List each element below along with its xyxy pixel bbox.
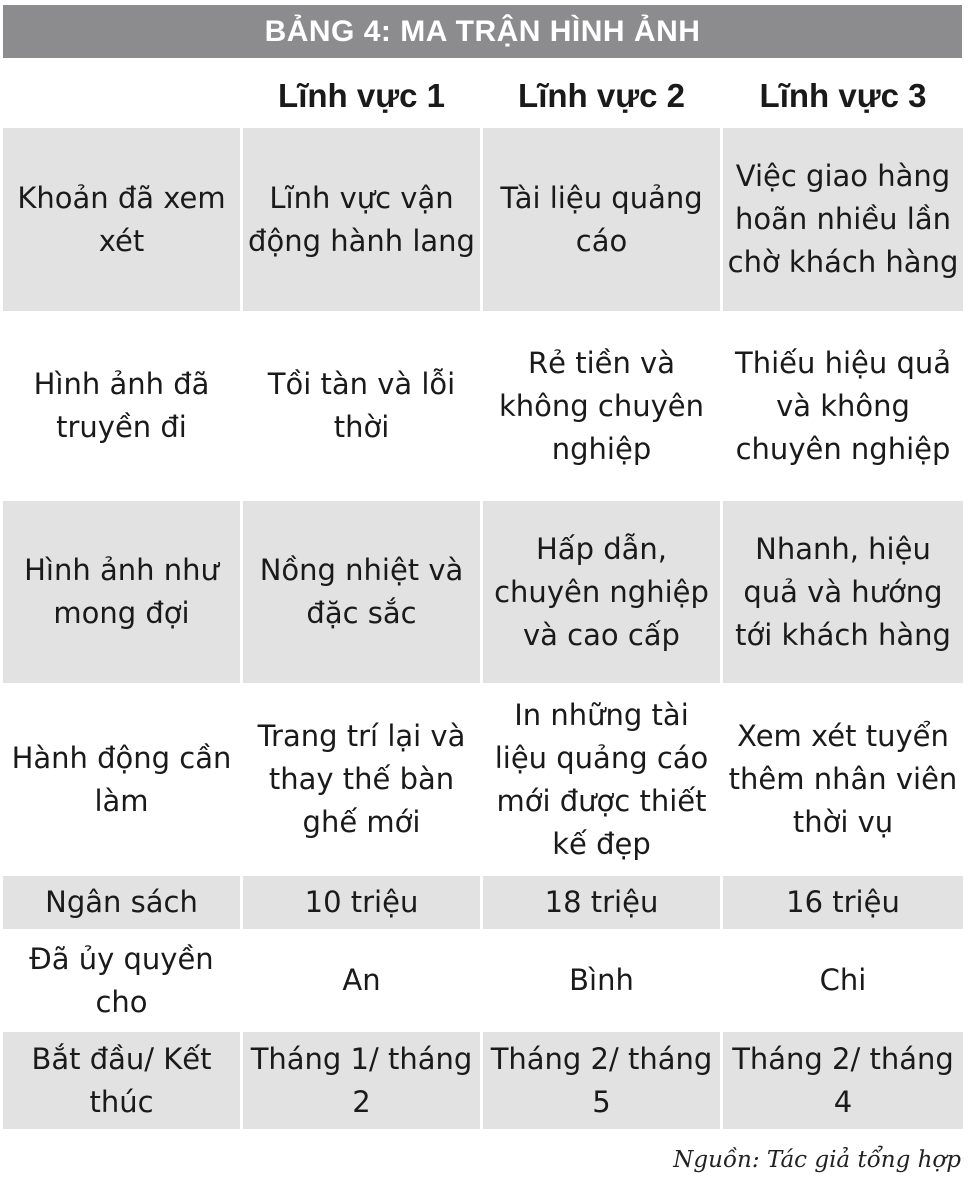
table-cell: Nhanh, hiệu quả và hướng tới khách hàng <box>723 501 963 683</box>
table-cell: Bình <box>483 932 720 1029</box>
table-row <box>3 932 963 1029</box>
table-cell: In những tài liệu quảng cáo mới được thiết kế đẹp <box>483 686 720 873</box>
header-cell-field-1: Lĩnh vực 1 <box>243 65 480 125</box>
header-row <box>3 65 963 125</box>
table-cell: Tháng 2/ tháng 4 <box>723 1032 963 1129</box>
table-cell: Thiếu hiệu quả và không chuyên nghiệp <box>723 314 963 498</box>
row-label: Bắt đầu/ Kết thúc <box>3 1032 240 1129</box>
table-cell: Tháng 2/ tháng 5 <box>483 1032 720 1129</box>
table-cell: Nồng nhiệt và đặc sắc <box>243 501 480 683</box>
row-label: Khoản đã xem xét <box>3 128 240 311</box>
table-title: BẢNG 4: MA TRẬN HÌNH ẢNH <box>3 5 962 58</box>
table-cell: Trang trí lại và thay thế bàn ghế mới <box>243 686 480 873</box>
table-cell: An <box>243 932 480 1029</box>
table-cell: Xem xét tuyển thêm nhân viên thời vụ <box>723 686 963 873</box>
image-matrix-table <box>0 62 966 1132</box>
table-row <box>3 1032 963 1129</box>
table-cell: Rẻ tiền và không chuyên nghiệp <box>483 314 720 498</box>
table-cell: Chi <box>723 932 963 1029</box>
table-cell: 10 triệu <box>243 876 480 929</box>
table-cell: Hấp dẫn, chuyên nghiệp và cao cấp <box>483 501 720 683</box>
table-cell: Lĩnh vực vận động hành lang <box>243 128 480 311</box>
header-cell-field-2: Lĩnh vực 2 <box>483 65 720 125</box>
row-label: Hình ảnh đã truyền đi <box>3 314 240 498</box>
table-row <box>3 501 963 683</box>
table-row <box>3 686 963 873</box>
table-cell: 16 triệu <box>723 876 963 929</box>
header-cell-empty <box>3 65 240 125</box>
row-label: Đã ủy quyền cho <box>3 932 240 1029</box>
source-note: Nguồn: Tác giả tổng hợp <box>673 1147 961 1173</box>
table-cell: Tồi tàn và lỗi thời <box>243 314 480 498</box>
table-cell: Tháng 1/ tháng 2 <box>243 1032 480 1129</box>
table-row <box>3 128 963 311</box>
table-row <box>3 876 963 929</box>
row-label: Hình ảnh như mong đợi <box>3 501 240 683</box>
row-label: Ngân sách <box>3 876 240 929</box>
header-cell-field-3: Lĩnh vực 3 <box>723 65 963 125</box>
row-label: Hành động cần làm <box>3 686 240 873</box>
table-cell: Việc giao hàng hoãn nhiều lần chờ khách hàng <box>723 128 963 311</box>
table-cell: 18 triệu <box>483 876 720 929</box>
table-row <box>3 314 963 498</box>
table-cell: Tài liệu quảng cáo <box>483 128 720 311</box>
